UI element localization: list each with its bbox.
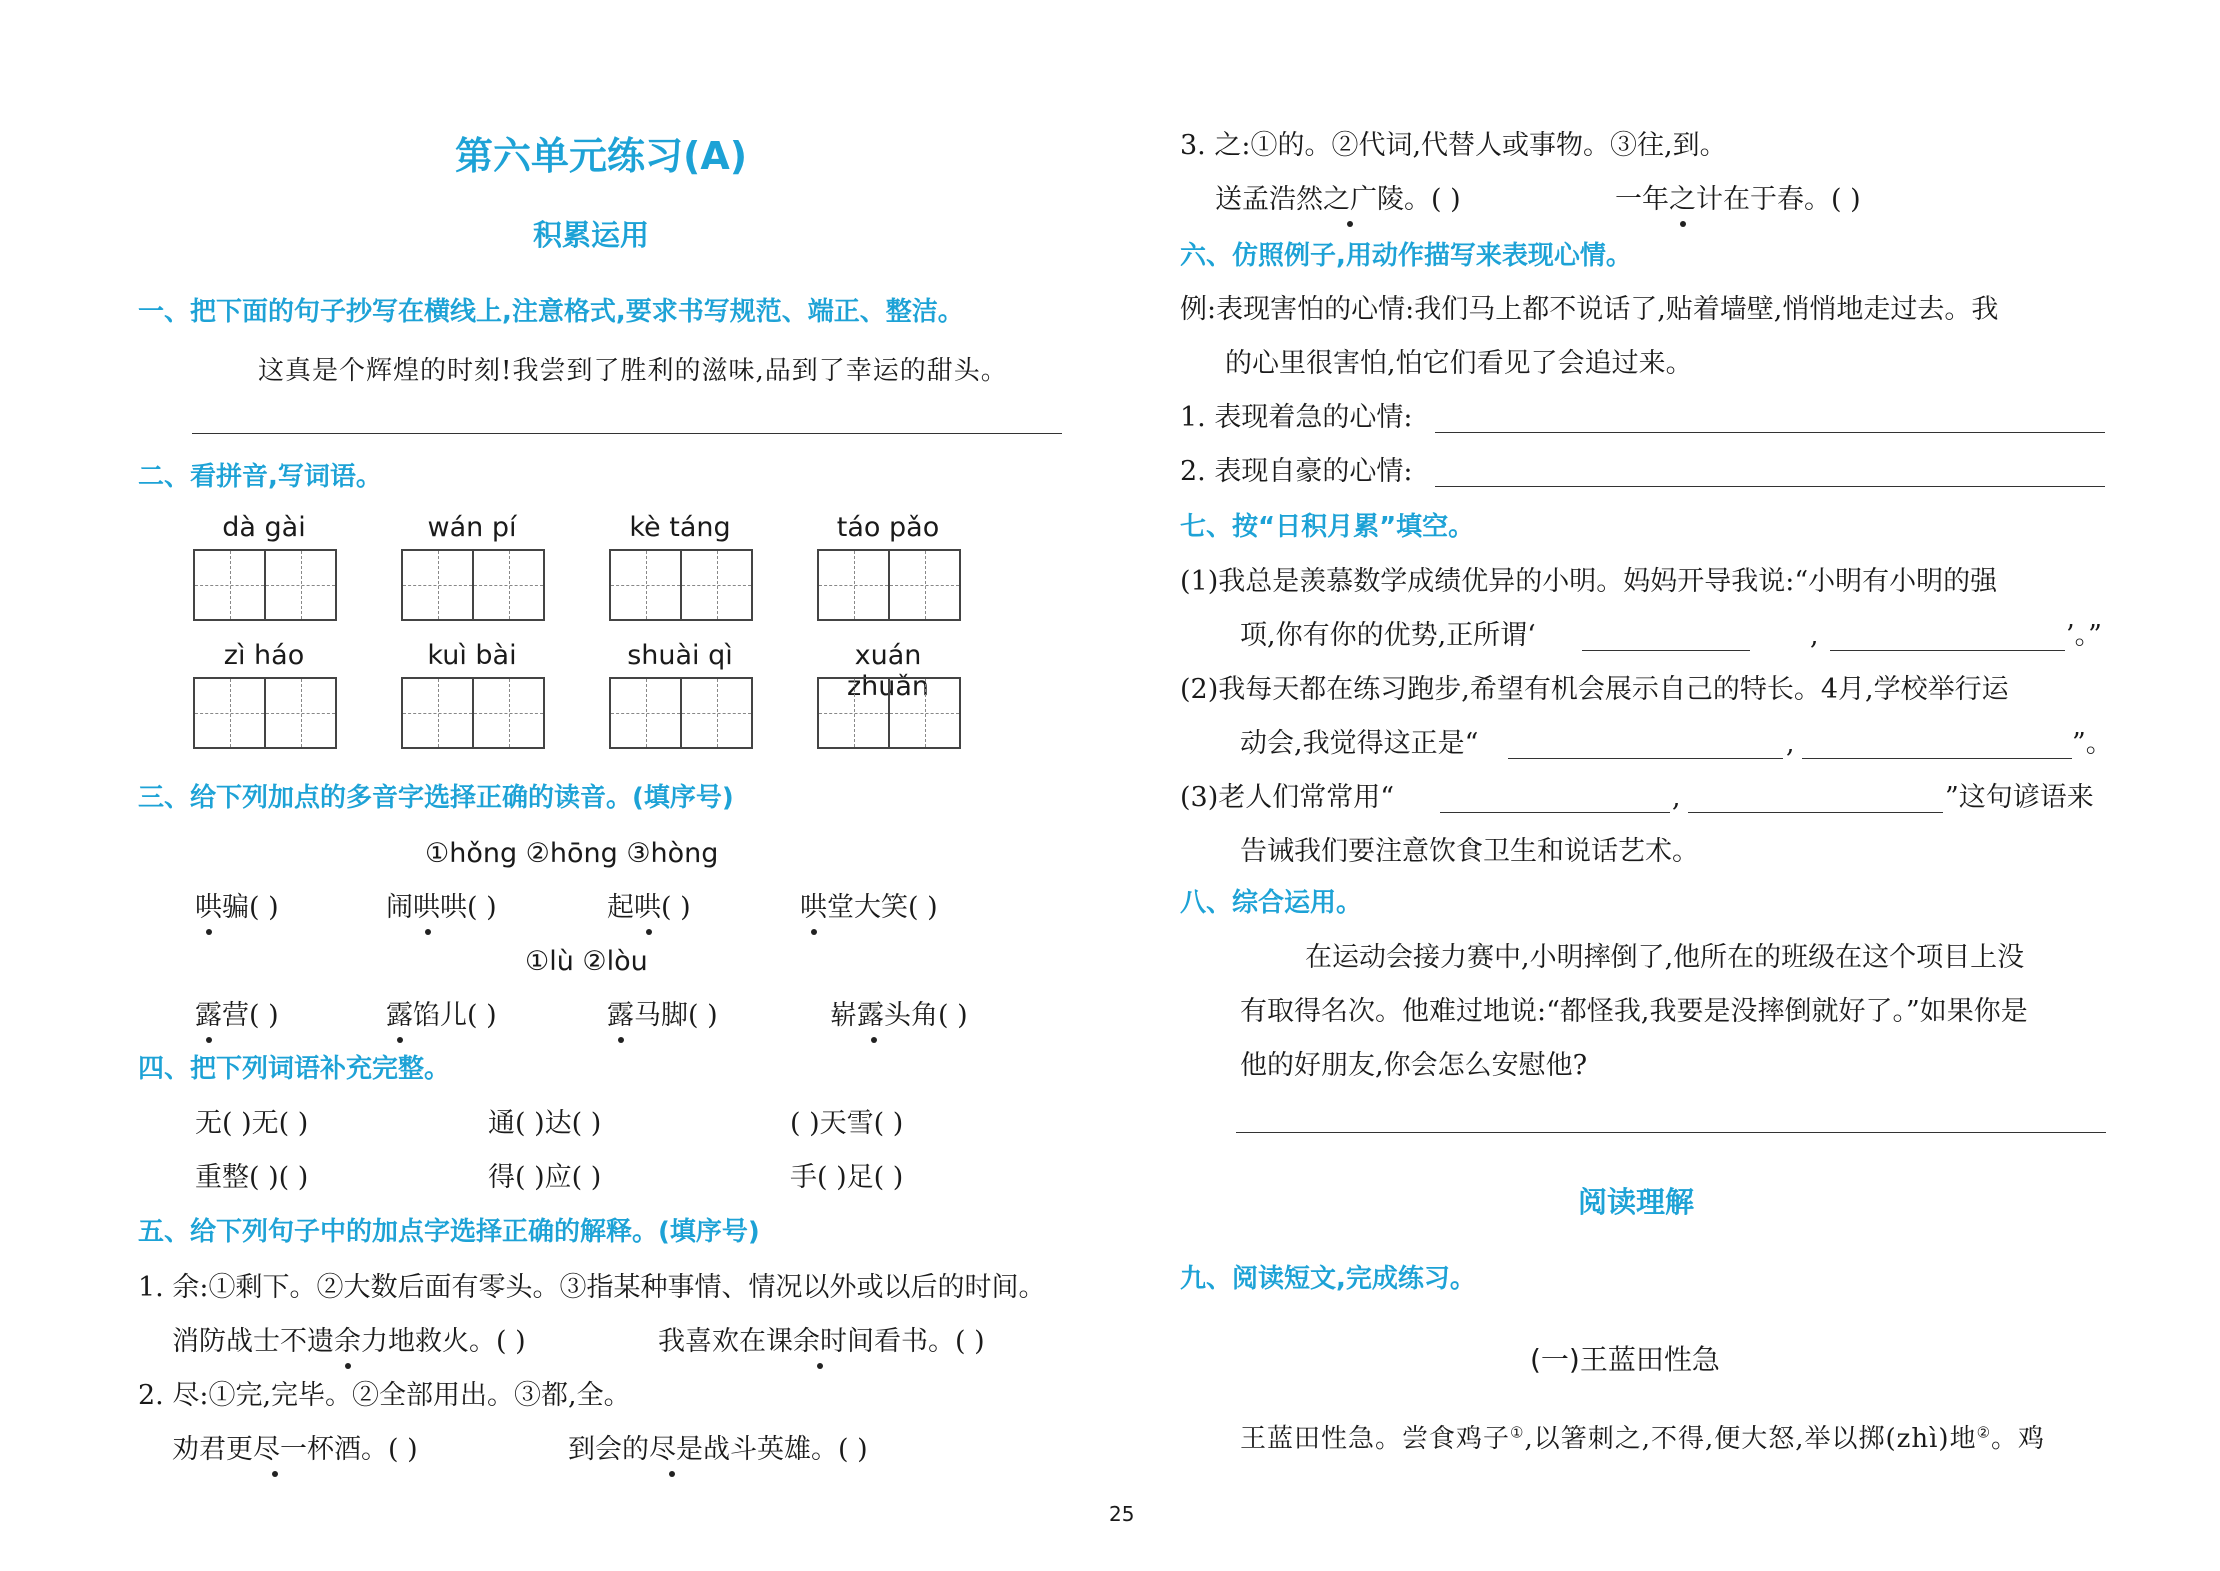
- pinyin-2: wán pí: [427, 512, 517, 543]
- emphasis-dot: [425, 929, 431, 935]
- q3-options-1: ①hǒng ②hōng ③hòng: [425, 838, 719, 869]
- q8-line2: 有取得名次。他难过地说:“都怪我,我要是没摔倒就好了。”如果你是: [1240, 996, 2028, 1027]
- pinyin-3: kè táng: [629, 512, 731, 543]
- q8-answer-line[interactable]: [1236, 1132, 2106, 1133]
- q6-answer-line-2[interactable]: [1435, 486, 2105, 487]
- q6-example-line2: 的心里很害怕,怕它们看见了会追过来。: [1225, 348, 1693, 379]
- q9-heading: 九、阅读短文,完成练习。: [1180, 1264, 1476, 1294]
- q4-item[interactable]: 无( )无( ): [195, 1108, 309, 1139]
- emphasis-dot: [817, 1363, 823, 1369]
- pinyin-7: shuài qì: [627, 640, 733, 671]
- q5-heading: 五、给下列句子中的加点字选择正确的解释。(填序号): [138, 1217, 760, 1247]
- q4-item[interactable]: 通( )达( ): [488, 1108, 602, 1139]
- emphasis-dot: [646, 929, 652, 935]
- q7-item2-end: ”。: [2072, 728, 2113, 759]
- q7-blank[interactable]: [1508, 758, 1783, 759]
- emphasis-dot: [345, 1363, 351, 1369]
- q3-item[interactable]: 露营( ): [195, 1000, 279, 1031]
- q6-item2: 2. 表现自豪的心情:: [1180, 456, 1413, 487]
- q5-item1: 1. 余:①剩下。②大数后面有零头。③指某种事情、情况以外或以后的时间。: [138, 1272, 1046, 1303]
- q3-item[interactable]: 闹哄哄( ): [386, 892, 497, 923]
- q5-item3-a[interactable]: 送孟浩然之广陵。( ): [1215, 184, 1461, 215]
- emphasis-dot: [206, 929, 212, 935]
- q5-item2-a[interactable]: 劝君更尽一杯酒。( ): [172, 1434, 418, 1465]
- q4-item[interactable]: 重整( )( ): [195, 1162, 309, 1193]
- q8-heading: 八、综合运用。: [1180, 888, 1363, 918]
- char-grid[interactable]: [609, 549, 753, 621]
- q3-item[interactable]: 露马脚( ): [607, 1000, 718, 1031]
- char-grid[interactable]: [817, 677, 961, 749]
- q5-item2: 2. 尽:①完,完毕。②全部用出。③都,全。: [138, 1380, 631, 1411]
- char-grid[interactable]: [401, 549, 545, 621]
- char-grid[interactable]: [193, 549, 337, 621]
- q1-answer-line[interactable]: [192, 433, 1062, 434]
- char-grid[interactable]: [609, 677, 753, 749]
- char-grid[interactable]: [817, 549, 961, 621]
- page-title: 第六单元练习(A): [455, 134, 748, 178]
- q7-item3-end: ”这句谚语来: [1945, 782, 2094, 813]
- q4-heading: 四、把下列词语补充完整。: [138, 1054, 451, 1084]
- q7-heading: 七、按“日积月累”填空。: [1180, 512, 1475, 542]
- page-number: 25: [1109, 1502, 1135, 1526]
- pinyin-8: xuán zhuǎn: [846, 640, 930, 702]
- q7-item3-line1: (3)老人们常常用“: [1180, 782, 1395, 813]
- pinyin-1: dà gài: [222, 512, 306, 543]
- q7-item1-line1: (1)我总是羡慕数学成绩优异的小明。妈妈开导我说:“小明有小明的强: [1180, 566, 1998, 597]
- q1-heading: 一、把下面的句子抄写在横线上,注意格式,要求书写规范、端正、整洁。: [138, 297, 964, 327]
- q5-item1-b[interactable]: 我喜欢在课余时间看书。( ): [658, 1326, 985, 1357]
- q7-blank[interactable]: [1688, 812, 1943, 813]
- q7-comma: ,: [1672, 782, 1681, 813]
- q4-item[interactable]: 手( )足( ): [790, 1162, 904, 1193]
- q6-heading: 六、仿照例子,用动作描写来表现心情。: [1180, 241, 1632, 271]
- q4-item[interactable]: ( )天雪( ): [790, 1108, 904, 1139]
- q7-blank[interactable]: [1582, 650, 1750, 651]
- q3-options-2: ①lù ②lòu: [525, 946, 648, 977]
- emphasis-dot: [618, 1037, 624, 1043]
- q5-item1-a[interactable]: 消防战士不遗余力地救火。( ): [172, 1326, 526, 1357]
- pinyin-5: zì háo: [223, 640, 305, 671]
- q3-heading: 三、给下列加点的多音字选择正确的读音。(填序号): [138, 783, 734, 813]
- pinyin-6: kuì bài: [427, 640, 517, 671]
- section-accumulate: 积累运用: [533, 218, 650, 252]
- q7-comma: ,: [1786, 728, 1795, 759]
- emphasis-dot: [811, 929, 817, 935]
- emphasis-dot: [397, 1037, 403, 1043]
- section-reading: 阅读理解: [1578, 1185, 1695, 1219]
- q6-item1: 1. 表现着急的心情:: [1180, 402, 1413, 433]
- q7-comma: ,: [1810, 620, 1819, 651]
- emphasis-dot: [871, 1037, 877, 1043]
- q6-example-line1: 例:表现害怕的心情:我们马上都不说话了,贴着墙壁,悄悄地走过去。我: [1180, 294, 1999, 325]
- q5-item3: 3. 之:①的。②代词,代替人或事物。③往,到。: [1180, 130, 1727, 161]
- q7-item2-line1: (2)我每天都在练习跑步,希望有机会展示自己的特长。4月,学校举行运: [1180, 674, 2009, 705]
- q5-item2-b[interactable]: 到会的尽是战斗英雄。( ): [568, 1434, 868, 1465]
- q3-item[interactable]: 起哄( ): [607, 892, 691, 923]
- char-grid[interactable]: [193, 677, 337, 749]
- q3-item[interactable]: 哄堂大笑( ): [800, 892, 938, 923]
- char-grid[interactable]: [401, 677, 545, 749]
- q7-item3-line2: 告诫我们要注意饮食卫生和说话艺术。: [1240, 836, 1699, 867]
- q7-blank[interactable]: [1830, 650, 2065, 651]
- emphasis-dot: [272, 1471, 278, 1477]
- q4-item[interactable]: 得( )应( ): [488, 1162, 602, 1193]
- q7-item1-line2: 项,你有你的优势,正所谓‘: [1240, 620, 1536, 651]
- q7-item1-end: ’。”: [2066, 620, 2102, 651]
- q2-heading: 二、看拼音,写词语。: [138, 462, 382, 492]
- passage-line1: 王蓝田性急。尝食鸡子①,以箸刺之,不得,便大怒,举以掷(zhì)地②。鸡: [1240, 1423, 2046, 1454]
- q1-sentence: 这真是个辉煌的时刻!我尝到了胜利的滋味,品到了幸运的甜头。: [258, 356, 1008, 386]
- q5-item3-b[interactable]: 一年之计在于春。( ): [1615, 184, 1861, 215]
- q8-line1: 在运动会接力赛中,小明摔倒了,他所在的班级在这个项目上没: [1305, 942, 2025, 973]
- emphasis-dot: [1347, 221, 1353, 227]
- q3-item[interactable]: 露馅儿( ): [386, 1000, 497, 1031]
- q6-answer-line-1[interactable]: [1435, 432, 2105, 433]
- emphasis-dot: [1680, 221, 1686, 227]
- q3-item[interactable]: 崭露头角( ): [830, 1000, 968, 1031]
- emphasis-dot: [669, 1471, 675, 1477]
- pinyin-4: táo pǎo: [836, 512, 940, 543]
- passage-title: (一)王蓝田性急: [1530, 1343, 1720, 1376]
- q7-blank[interactable]: [1440, 812, 1670, 813]
- q3-item[interactable]: 哄骗( ): [195, 892, 279, 923]
- emphasis-dot: [206, 1037, 212, 1043]
- q7-item2-line2: 动会,我觉得这正是“: [1240, 728, 1479, 759]
- q7-blank[interactable]: [1802, 758, 2072, 759]
- q8-line3: 他的好朋友,你会怎么安慰他?: [1240, 1050, 1588, 1081]
